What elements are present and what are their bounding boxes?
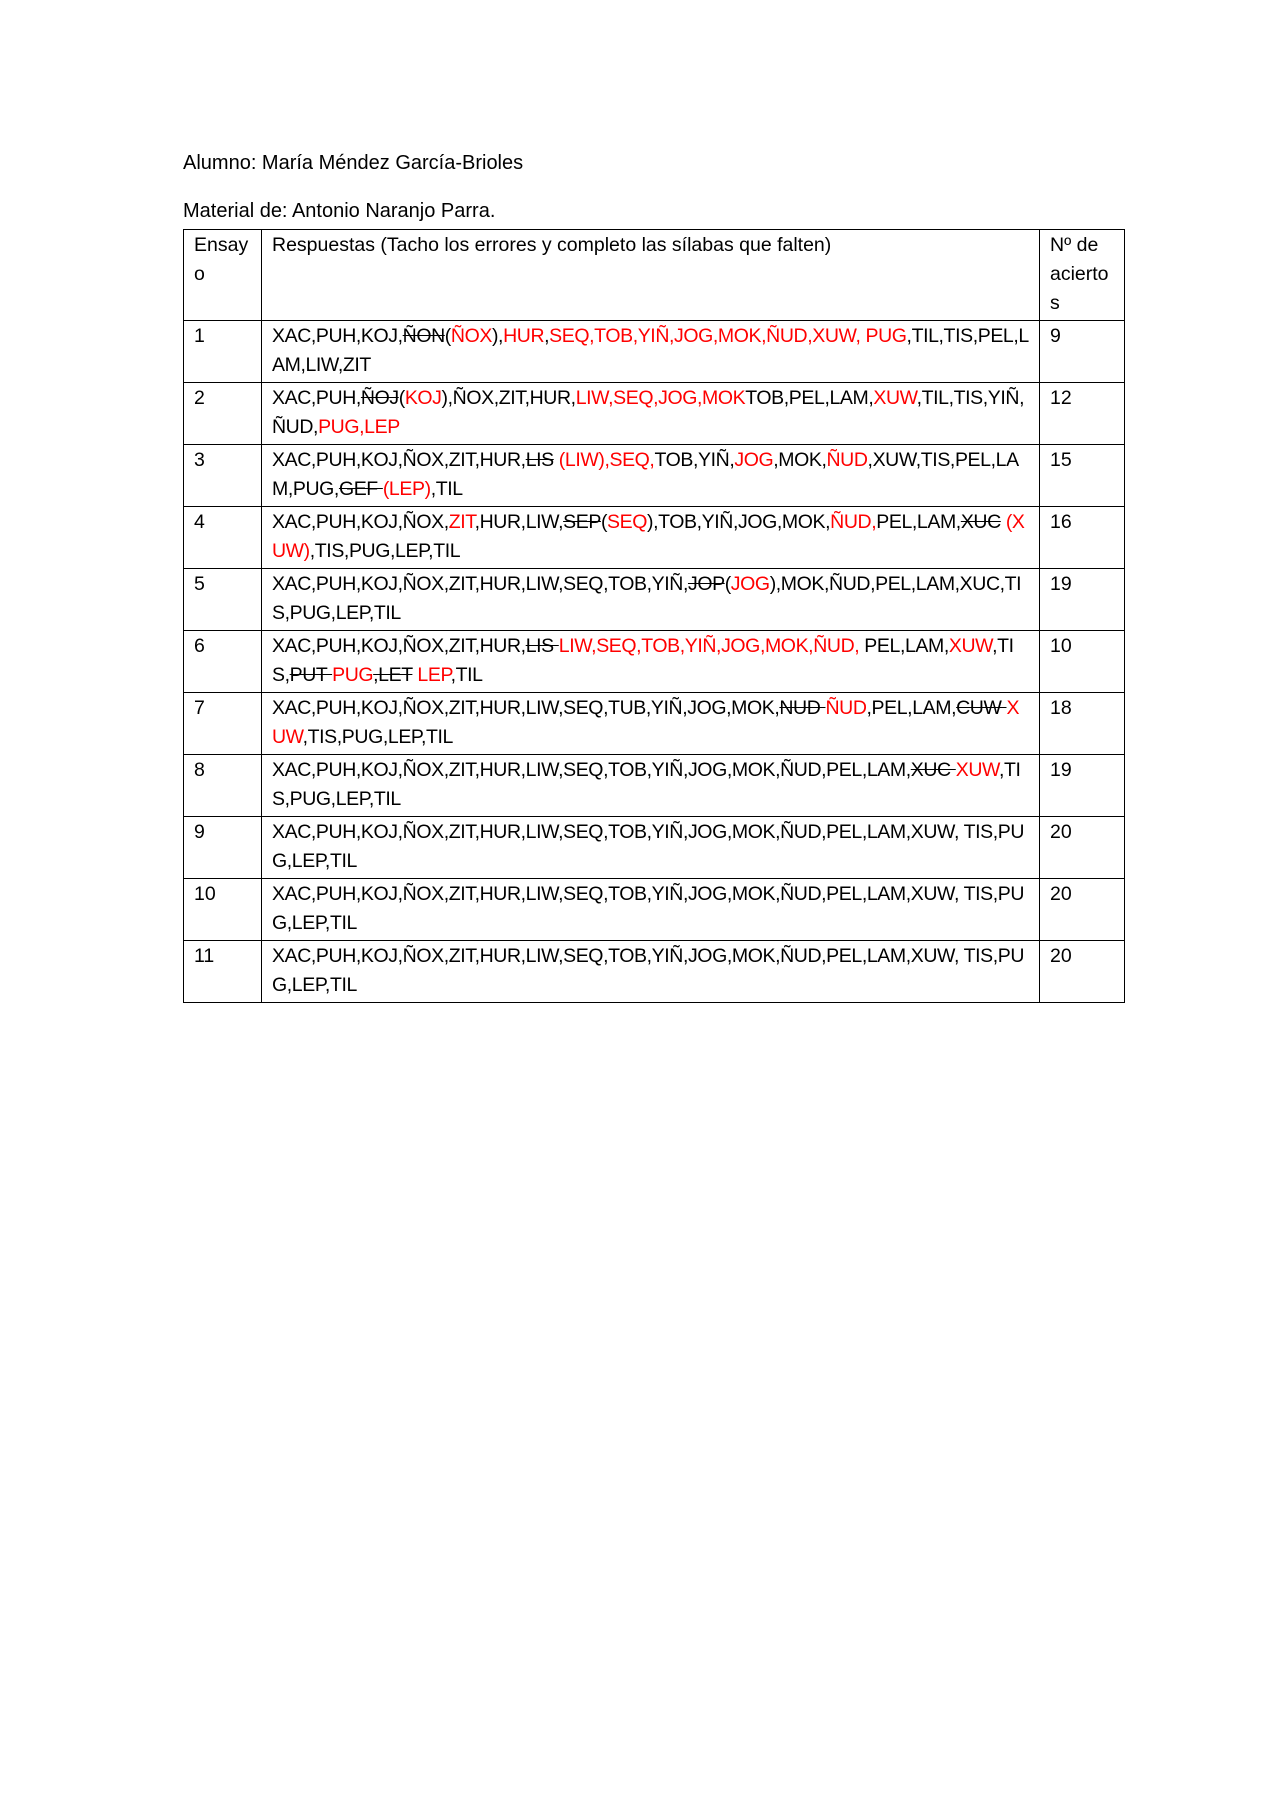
score-value: 19 [1040, 569, 1125, 631]
response-text: , [544, 325, 550, 347]
trial-number: 6 [184, 631, 262, 693]
score-value: 20 [1040, 941, 1125, 1003]
score-value: 19 [1040, 755, 1125, 817]
response-text: ( [600, 511, 608, 533]
response-cell [262, 321, 1040, 383]
correction-text: SEQ [607, 511, 648, 533]
results-table [183, 229, 1125, 1003]
response-cell [262, 445, 1040, 507]
table-row [184, 507, 1125, 569]
response-text: ,TIS,PUG,LEP,TIL [272, 759, 1021, 810]
response-text: ( [444, 325, 451, 347]
correction-text: (XUW) [272, 511, 1025, 562]
correction-text: LEP [412, 664, 451, 686]
struck-error: PUT [289, 664, 333, 686]
response-text: PEL,LAM, [859, 635, 949, 657]
trial-number: 9 [184, 817, 262, 879]
trial-number: 4 [184, 507, 262, 569]
response-text: XAC,PUH,KOJ,ÑOX,ZIT,HUR,LIW,SEQ,TUB,YIÑ,JOG,MOK, [272, 697, 780, 719]
struck-error: LIS [525, 635, 559, 657]
response-text: ,MOK, [773, 449, 827, 471]
response-text: ( [724, 573, 731, 595]
response-cell [262, 879, 1040, 941]
struck-error: ,LET [373, 664, 413, 686]
struck-error: JOP [687, 573, 725, 595]
struck-error: ÑOJ [360, 387, 399, 409]
struck-error: SEP [563, 511, 601, 533]
struck-error: LIS [525, 449, 554, 471]
correction-text: PUG [332, 664, 374, 686]
score-value: 9 [1040, 321, 1125, 383]
table-row [184, 445, 1125, 507]
response-text: XAC,PUH,KOJ,ÑOX,ZIT,HUR,LIW,SEQ,TOB,YIÑ,JOG,MOK,ÑUD,PEL,LAM, [272, 759, 911, 781]
response-cell [262, 941, 1040, 1003]
table-body [184, 321, 1125, 1003]
correction-text: (LEP) [382, 478, 431, 500]
correction-text: PUG,LEP [318, 416, 400, 438]
correction-text: ÑUD [825, 697, 867, 719]
score-value: 12 [1040, 383, 1125, 445]
correction-text: KOJ [404, 387, 442, 409]
table-header-row [184, 230, 1125, 321]
response-text: XAC,PUH,KOJ,ÑOX,ZIT,HUR,LIW,SEQ,TOB,YIÑ,JOG,MOK,ÑUD,PEL,LAM,XUW, TIS,PUG,LEP,TIL [272, 821, 1025, 872]
response-text: ,TIL [430, 478, 463, 500]
response-cell [262, 817, 1040, 879]
document-page [183, 150, 1123, 1003]
correction-text: ÑOX [450, 325, 492, 347]
student-name-line: Alumno: María Méndez García-Brioles [183, 152, 524, 174]
table-row [184, 321, 1125, 383]
score-value: 18 [1040, 693, 1125, 755]
trial-number: 3 [184, 445, 262, 507]
response-cell [262, 755, 1040, 817]
table-row [184, 383, 1125, 445]
table-row [184, 817, 1125, 879]
struck-error: GEF [338, 478, 383, 500]
score-value: 10 [1040, 631, 1125, 693]
response-cell [262, 631, 1040, 693]
header-score: Nº de aciertos [1040, 230, 1125, 321]
response-text: ,HUR,LIW, [474, 511, 564, 533]
struck-error: CUW [956, 697, 1007, 719]
response-text: ,PEL,LAM, [866, 697, 957, 719]
trial-number: 7 [184, 693, 262, 755]
response-text: XAC,PUH,KOJ,ÑOX,ZIT,HUR, [272, 449, 526, 471]
response-text: ,TIL,TIS,YIÑ,ÑUD, [272, 387, 1025, 438]
response-cell [262, 383, 1040, 445]
response-text: TOB,PEL,LAM, [745, 387, 874, 409]
correction-text: LIW,SEQ,TOB,YIÑ,JOG,MOK,ÑUD, [558, 635, 860, 657]
response-text: XAC,PUH,KOJ,ÑOX,ZIT,HUR,LIW,SEQ,TOB,YIÑ,JOG,MOK,ÑUD,PEL,LAM,XUW, TIS,PUG,LEP,TIL [272, 883, 1025, 934]
correction-text: XUW [873, 387, 917, 409]
table-row [184, 879, 1125, 941]
score-value: 20 [1040, 817, 1125, 879]
correction-text: XUW [272, 697, 1020, 748]
struck-error: XUC [960, 511, 1001, 533]
trial-number: 11 [184, 941, 262, 1003]
trial-number: 2 [184, 383, 262, 445]
trial-number: 8 [184, 755, 262, 817]
response-text: XAC,PUH,KOJ,ÑOX, [272, 511, 449, 533]
response-text: ( [398, 387, 405, 409]
trial-number: 5 [184, 569, 262, 631]
table-row [184, 631, 1125, 693]
correction-text: SEQ,TOB,YIÑ,JOG,MOK,ÑUD,XUW, PUG [549, 325, 907, 347]
response-text: ), [491, 325, 504, 347]
response-text: ),TOB,YIÑ,JOG,MOK, [647, 511, 831, 533]
response-text: XAC,PUH,KOJ,ÑOX,ZIT,HUR,LIW,SEQ,TOB,YIÑ, [272, 573, 688, 595]
trial-number: 1 [184, 321, 262, 383]
correction-text: ZIT [448, 511, 475, 533]
response-text: ,TIS, [272, 635, 1014, 686]
response-text: PEL,LAM, [876, 511, 961, 533]
trial-number: 10 [184, 879, 262, 941]
correction-text: (LIW),SEQ, [553, 449, 655, 471]
correction-text: XUW [948, 635, 993, 657]
correction-text: XUW [955, 759, 999, 781]
table-row [184, 755, 1125, 817]
response-text: TOB,YIÑ, [654, 449, 735, 471]
material-author-line: Material de: Antonio Naranjo Parra. [183, 200, 496, 222]
correction-text: LIW,SEQ,JOG,MOK [575, 387, 746, 409]
struck-error: NUD [779, 697, 826, 719]
response-text: ,XUW,TIS,PEL,LAM,PUG, [272, 449, 1019, 500]
header-trial: Ensayo [184, 230, 262, 321]
score-value: 16 [1040, 507, 1125, 569]
response-cell [262, 569, 1040, 631]
correction-text: ÑUD [826, 449, 868, 471]
response-text: ,TIS,PUG,LEP,TIL [302, 726, 454, 748]
score-value: 15 [1040, 445, 1125, 507]
table-row [184, 693, 1125, 755]
score-value: 20 [1040, 879, 1125, 941]
response-text: XAC,PUH,KOJ,ÑOX,ZIT,HUR,LIW,SEQ,TOB,YIÑ,JOG,MOK,ÑUD,PEL,LAM,XUW, TIS,PUG,LEP,TIL [272, 945, 1025, 996]
correction-text: JOG [734, 449, 774, 471]
response-text: ,TIL,TIS,PEL,LAM,LIW,ZIT [272, 325, 1029, 376]
response-text: ,TIS,PUG,LEP,TIL [309, 540, 461, 562]
response-text: ),MOK,ÑUD,PEL,LAM,XUC,TIS,PUG,LEP,TIL [272, 573, 1022, 624]
correction-text: HUR [503, 325, 545, 347]
response-text: XAC,PUH,KOJ, [272, 325, 403, 347]
struck-error: XUC [910, 759, 956, 781]
struck-error: ÑON [402, 325, 445, 347]
response-text: ),ÑOX,ZIT,HUR, [441, 387, 576, 409]
response-text: XAC,PUH, [272, 387, 361, 409]
response-cell [262, 693, 1040, 755]
response-cell [262, 507, 1040, 569]
table-row [184, 941, 1125, 1003]
table-row [184, 569, 1125, 631]
response-text: XAC,PUH,KOJ,ÑOX,ZIT,HUR, [272, 635, 526, 657]
correction-text: JOG [730, 573, 770, 595]
response-text: ,TIL [450, 664, 483, 686]
header-answers: Respuestas (Tacho los errores y completo las sílabas que falten) [262, 230, 1040, 321]
correction-text: ÑUD, [830, 511, 877, 533]
